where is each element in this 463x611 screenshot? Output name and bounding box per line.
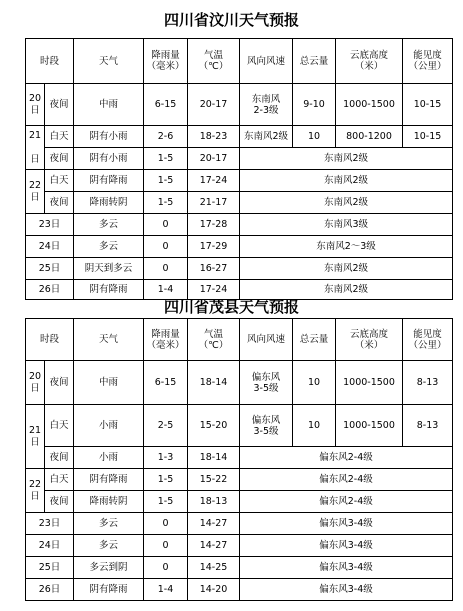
wind-cell: 偏东风3-4级 <box>240 557 453 579</box>
weather-cell: 阴有小雨 <box>74 126 144 148</box>
rain-cell: 6-15 <box>144 84 188 126</box>
temp-cell: 17-24 <box>188 170 240 192</box>
weather-cell: 多云 <box>74 214 144 236</box>
wenchuan-forecast-table <box>25 38 453 300</box>
maoxian-title: 四川省茂县天气预报 <box>163 298 299 316</box>
header-rain: 降雨量 （毫米） <box>144 319 188 361</box>
rain-cell: 6-15 <box>144 361 188 405</box>
temp-cell: 18-14 <box>188 361 240 405</box>
rain-cell: 0 <box>144 513 188 535</box>
day-cell: 25日 <box>26 258 74 280</box>
rain-cell: 1-5 <box>144 469 188 491</box>
cloud-base-cell: 1000-1500 <box>336 361 403 405</box>
visibility-cell: 8-13 <box>403 361 453 405</box>
temp-cell: 16-27 <box>188 258 240 280</box>
temp-cell: 15-22 <box>188 469 240 491</box>
day-cell: 23日 <box>26 214 74 236</box>
day-cell: 24日 <box>26 236 74 258</box>
day-cell: 23日 <box>26 513 74 535</box>
time-of-day-cell: 夜间 <box>45 148 74 170</box>
day-cell: 21 日 <box>26 126 45 170</box>
weather-cell: 阴有降雨 <box>74 280 144 300</box>
weather-cell: 小雨 <box>74 447 144 469</box>
day-cell: 26日 <box>26 280 74 300</box>
table-row <box>26 513 453 535</box>
header-visibility: 能见度 （公里） <box>403 319 453 361</box>
weather-cell: 多云到阴 <box>74 557 144 579</box>
wind-cell: 偏东风3-4级 <box>240 579 453 601</box>
weather-cell: 多云 <box>74 236 144 258</box>
day-cell: 25日 <box>26 557 74 579</box>
wind-cell: 偏东风2-4级 <box>240 491 453 513</box>
day-cell: 22日 <box>26 170 45 214</box>
rain-cell: 0 <box>144 214 188 236</box>
weather-cell: 多云 <box>74 513 144 535</box>
weather-cell: 阴有小雨 <box>74 148 144 170</box>
wind-cell: 偏东风 3-5级 <box>240 361 293 405</box>
temp-cell: 20-17 <box>188 148 240 170</box>
header-temp: 气温 （℃） <box>188 319 240 361</box>
wind-cell: 东南风2级 <box>240 126 293 148</box>
header-wind: 风向风速 <box>240 39 293 84</box>
table-row <box>26 214 453 236</box>
rain-cell: 1-5 <box>144 491 188 513</box>
cloud-cell: 9-10 <box>293 84 336 126</box>
temp-cell: 14-25 <box>188 557 240 579</box>
visibility-cell: 10-15 <box>403 84 453 126</box>
temp-cell: 17-28 <box>188 214 240 236</box>
time-of-day-cell: 白天 <box>45 170 74 192</box>
cloud-cell: 10 <box>293 126 336 148</box>
visibility-cell: 10-15 <box>403 126 453 148</box>
table-header-row <box>26 39 453 84</box>
wind-cell: 东南风3级 <box>240 214 453 236</box>
header-temp: 气温 （℃） <box>188 39 240 84</box>
wind-cell: 东南风2级 <box>240 258 453 280</box>
day-cell: 21日 <box>26 405 45 469</box>
weather-cell: 阴有降雨 <box>74 469 144 491</box>
header-visibility: 能见度 （公里） <box>403 39 453 84</box>
time-of-day-cell: 夜间 <box>45 447 74 469</box>
temp-cell: 14-20 <box>188 579 240 601</box>
rain-cell: 1-5 <box>144 192 188 214</box>
table-row <box>26 84 453 126</box>
weather-cell: 小雨 <box>74 405 144 447</box>
table-row <box>26 258 453 280</box>
rain-cell: 2-6 <box>144 126 188 148</box>
temp-cell: 17-29 <box>188 236 240 258</box>
weather-cell: 中雨 <box>74 84 144 126</box>
temp-cell: 17-24 <box>188 280 240 300</box>
time-of-day-cell: 白天 <box>45 126 74 148</box>
header-period: 时段 <box>26 39 74 84</box>
table-row <box>26 535 453 557</box>
day-cell: 22日 <box>26 469 45 513</box>
temp-cell: 20-17 <box>188 84 240 126</box>
weather-cell: 阴有降雨 <box>74 579 144 601</box>
rain-cell: 1-5 <box>144 170 188 192</box>
table-row <box>26 557 453 579</box>
time-of-day-cell: 夜间 <box>45 84 74 126</box>
header-cloud-base: 云底高度 （米） <box>336 39 403 84</box>
weather-cell: 降雨转阴 <box>74 192 144 214</box>
day-cell: 24日 <box>26 535 74 557</box>
weather-cell: 阴天到多云 <box>74 258 144 280</box>
wind-cell: 偏东风3-4级 <box>240 535 453 557</box>
rain-cell: 1-5 <box>144 148 188 170</box>
table-row <box>26 469 453 491</box>
header-wind: 风向风速 <box>240 319 293 361</box>
temp-cell: 18-14 <box>188 447 240 469</box>
rain-cell: 1-4 <box>144 579 188 601</box>
day-cell: 26日 <box>26 579 74 601</box>
temp-cell: 15-20 <box>188 405 240 447</box>
wind-cell: 东南风2级 <box>240 192 453 214</box>
wind-cell: 东南风2级 <box>240 280 453 300</box>
wind-cell: 东南风2级 <box>240 148 453 170</box>
cloud-cell: 10 <box>293 405 336 447</box>
header-cloud: 总云量 <box>293 319 336 361</box>
table-row <box>26 170 453 192</box>
day-cell: 20日 <box>26 361 45 405</box>
rain-cell: 1-4 <box>144 280 188 300</box>
table-row <box>26 280 453 300</box>
weather-cell: 阴有降雨 <box>74 170 144 192</box>
cloud-base-cell: 800-1200 <box>336 126 403 148</box>
header-cloud-base: 云底高度 （米） <box>336 319 403 361</box>
cloud-base-cell: 1000-1500 <box>336 405 403 447</box>
table-row <box>26 491 453 513</box>
temp-cell: 21-17 <box>188 192 240 214</box>
table-row <box>26 236 453 258</box>
time-of-day-cell: 白天 <box>45 405 74 447</box>
table-row <box>26 126 453 148</box>
rain-cell: 0 <box>144 236 188 258</box>
weather-cell: 多云 <box>74 535 144 557</box>
wind-cell: 东南风2～3级 <box>240 236 453 258</box>
cloud-cell: 10 <box>293 361 336 405</box>
visibility-cell: 8-13 <box>403 405 453 447</box>
cloud-base-cell: 1000-1500 <box>336 84 403 126</box>
table-header-row <box>26 319 453 361</box>
time-of-day-cell: 夜间 <box>45 491 74 513</box>
table-row <box>26 148 453 170</box>
temp-cell: 14-27 <box>188 513 240 535</box>
wind-cell: 东南风2级 <box>240 170 453 192</box>
table-row <box>26 447 453 469</box>
wind-cell: 偏东风 3-5级 <box>240 405 293 447</box>
table-row <box>26 361 453 405</box>
weather-cell: 降雨转阴 <box>74 491 144 513</box>
header-rain: 降雨量 （毫米） <box>144 39 188 84</box>
table-row <box>26 192 453 214</box>
header-weather: 天气 <box>74 39 144 84</box>
time-of-day-cell: 夜间 <box>45 361 74 405</box>
header-weather: 天气 <box>74 319 144 361</box>
wind-cell: 偏东风3-4级 <box>240 513 453 535</box>
header-period: 时段 <box>26 319 74 361</box>
temp-cell: 14-27 <box>188 535 240 557</box>
rain-cell: 0 <box>144 258 188 280</box>
rain-cell: 0 <box>144 557 188 579</box>
temp-cell: 18-23 <box>188 126 240 148</box>
day-cell: 20日 <box>26 84 45 126</box>
table-row <box>26 579 453 601</box>
weather-cell: 中雨 <box>74 361 144 405</box>
rain-cell: 0 <box>144 535 188 557</box>
header-cloud: 总云量 <box>293 39 336 84</box>
wind-cell: 偏东风2-4级 <box>240 469 453 491</box>
wenchuan-title: 四川省汶川天气预报 <box>163 11 299 29</box>
time-of-day-cell: 夜间 <box>45 192 74 214</box>
wind-cell: 偏东风2-4级 <box>240 447 453 469</box>
rain-cell: 1-3 <box>144 447 188 469</box>
wind-cell: 东南风 2-3级 <box>240 84 293 126</box>
maoxian-forecast-table <box>25 318 453 601</box>
rain-cell: 2-5 <box>144 405 188 447</box>
time-of-day-cell: 白天 <box>45 469 74 491</box>
temp-cell: 18-13 <box>188 491 240 513</box>
table-row <box>26 405 453 447</box>
